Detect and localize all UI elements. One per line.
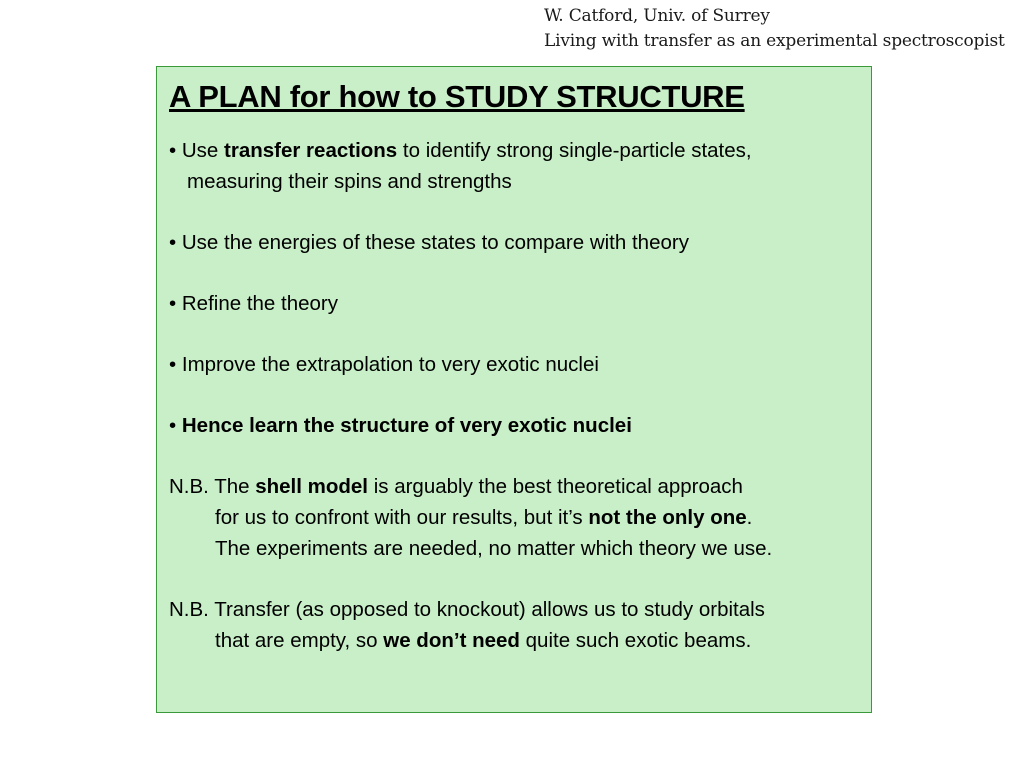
nb1-mid: is arguably the best theoretical approach [368,475,743,498]
bullet1-prefix: • Use [169,139,225,162]
bullet-transfer-reactions [169,135,772,166]
nb-transfer-line2 [169,625,772,656]
nb-shell-model-line2 [169,502,772,533]
nb1-prefix: N.B. The [169,475,256,498]
bullet5-bold: Hence learn the structure of very exotic nuclei [181,414,632,437]
nb1-line2-prefix: for us to confront with our results, but it’s [215,506,589,529]
bullet1-bold: transfer reactions [224,139,398,162]
nb1-bold-not-only-one: not the only one [588,506,747,529]
bullet-compare-theory: • Use the energies of these states to compare with theory [169,231,689,254]
nb2-line2-prefix: that are empty, so [215,629,384,652]
bullet-learn-structure [169,410,772,441]
nb2-bold-dont-need: we don’t need [383,629,520,652]
bullet1-continuation: measuring their spins and strengths [187,170,512,193]
nb-transfer-line1: N.B. Transfer (as opposed to knockout) allows us to study orbitals [169,598,765,621]
nb1-line2-suffix: . [746,506,753,529]
header-author: W. Catford, Univ. of Surrey [544,6,770,26]
bullet5-prefix: • [169,414,182,437]
bullet-extrapolation: • Improve the extrapolation to very exotic nuclei [169,353,599,376]
nb2-line2-suffix: quite such exotic beams. [519,629,752,652]
content-text [169,77,772,656]
slide-title: A PLAN for how to STUDY STRUCTURE [169,79,745,114]
nb-shell-model-line1 [169,471,772,502]
nb-shell-model-line3: The experiments are needed, no matter which theory we use. [215,537,773,560]
bullet-refine-theory: • Refine the theory [169,292,338,315]
content-box [156,66,872,713]
header-talk-title: Living with transfer as an experimental spectroscopist [544,31,1005,51]
nb1-bold-shell-model: shell model [255,475,368,498]
bullet1-suffix: to identify strong single-particle states, [397,139,752,162]
slide-header [544,4,1005,54]
